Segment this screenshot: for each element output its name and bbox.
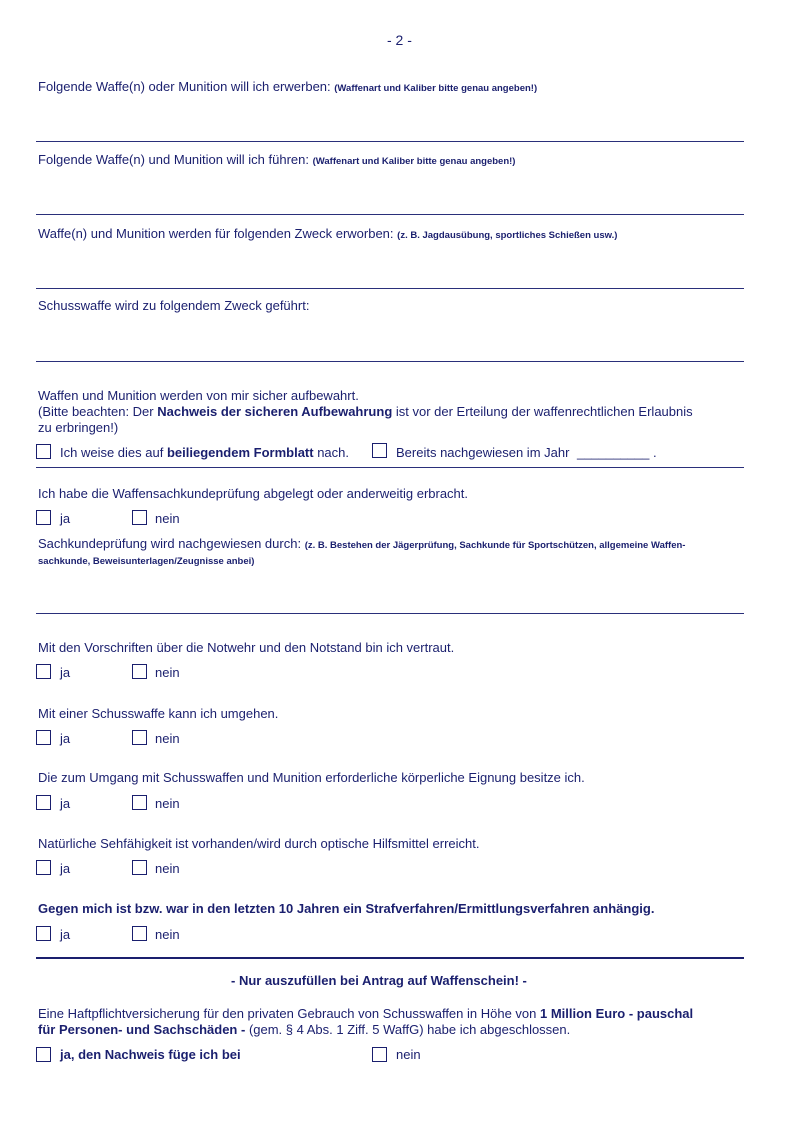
purpose-label bbox=[38, 226, 617, 244]
license-line2-b: (gem. § 4 Abs. 1 Ziff. 5 WaffG) habe ich abgeschlossen. bbox=[245, 1022, 571, 1037]
license-heading: - Nur auszufüllen bei Antrag auf Waffenschein! - bbox=[231, 973, 527, 988]
handling-no-label: nein bbox=[155, 731, 180, 746]
license-line1-a: Eine Haftpflichtversicherung für den privaten Gebrauch von Schusswaffen in Höhe von bbox=[38, 1006, 540, 1021]
handling-label: Mit einer Schusswaffe kann ich umgehen. bbox=[38, 706, 279, 721]
criminal-yes-checkbox[interactable] bbox=[36, 926, 51, 941]
expertise-no-checkbox[interactable] bbox=[132, 510, 147, 525]
carry-label-text: Folgende Waffe(n) und Munition will ich führen: bbox=[38, 152, 309, 167]
license-line2 bbox=[38, 1022, 570, 1038]
storage-opt2: Bereits nachgewiesen im Jahr bbox=[396, 445, 570, 460]
license-line1-b: 1 Million Euro - pauschal bbox=[540, 1006, 694, 1021]
storage-line2-c: ist vor der Erteilung der waffenrechtlichen Erlaubnis bbox=[392, 404, 693, 419]
storage-line3: zu erbringen!) bbox=[38, 420, 119, 435]
expertise-proof-label bbox=[38, 536, 685, 554]
fitness-yes-label: ja bbox=[60, 796, 71, 811]
acquire-label bbox=[38, 79, 537, 97]
insurance-yes-label: ja, den Nachweis füge ich bei bbox=[60, 1047, 241, 1062]
selfdefense-yes-label: ja bbox=[60, 665, 71, 680]
criminal-no-checkbox[interactable] bbox=[132, 926, 147, 941]
acquire-answer-line[interactable] bbox=[36, 141, 744, 142]
selfdefense-no-checkbox[interactable] bbox=[132, 664, 147, 679]
fitness-label: Die zum Umgang mit Schusswaffen und Munition erforderliche körperliche Eignung besitze ich. bbox=[38, 770, 585, 785]
expertise-yes-label: ja bbox=[60, 511, 71, 526]
selfdefense-label: Mit den Vorschriften über die Notwehr und den Notstand bin ich vertraut. bbox=[38, 640, 455, 655]
storage-line2-a: (Bitte beachten: Der bbox=[38, 404, 158, 419]
storage-proven-checkbox[interactable] bbox=[372, 443, 387, 458]
acquire-hint: (Waffenart und Kaliber bitte genau angeben!) bbox=[334, 83, 538, 94]
purpose-label-text: Waffe(n) und Munition werden für folgenden Zweck erworben: bbox=[38, 226, 394, 241]
vision-yes-label: ja bbox=[60, 861, 71, 876]
expertise-proof-text: Sachkundeprüfung wird nachgewiesen durch: bbox=[38, 536, 302, 551]
expertise-label: Ich habe die Waffensachkundeprüfung abgelegt oder anderweitig erbracht. bbox=[38, 486, 469, 501]
storage-line1: Waffen und Munition werden von mir sicher aufbewahrt. bbox=[38, 388, 359, 403]
license-line2-a: für Personen- und Sachschäden - bbox=[38, 1022, 246, 1037]
handling-yes-label: ja bbox=[60, 731, 71, 746]
expertise-answer-line[interactable] bbox=[36, 613, 744, 614]
license-line1 bbox=[38, 1006, 693, 1022]
insurance-no-checkbox[interactable] bbox=[372, 1047, 387, 1062]
insurance-no-label: nein bbox=[396, 1047, 421, 1062]
vision-no-checkbox[interactable] bbox=[132, 860, 147, 875]
fitness-no-checkbox[interactable] bbox=[132, 795, 147, 810]
vision-label: Natürliche Sehfähigkeit ist vorhanden/wird durch optische Hilfsmittel erreicht. bbox=[38, 836, 480, 851]
carry-answer-line[interactable] bbox=[36, 214, 744, 215]
handling-no-checkbox[interactable] bbox=[132, 730, 147, 745]
vision-yes-checkbox[interactable] bbox=[36, 860, 51, 875]
purpose-answer-line[interactable] bbox=[36, 288, 744, 289]
storage-opt1-b: beiliegendem Formblatt bbox=[166, 445, 314, 460]
expertise-no-label: nein bbox=[155, 511, 180, 526]
selfdefense-yes-checkbox[interactable] bbox=[36, 664, 51, 679]
section-divider bbox=[36, 957, 744, 959]
criminal-yes-label: ja bbox=[60, 927, 71, 942]
storage-line2-b: Nachweis der sicheren Aufbewahrung bbox=[157, 404, 393, 419]
storage-form-label bbox=[60, 445, 349, 461]
acquire-label-text: Folgende Waffe(n) oder Munition will ich erwerben: bbox=[38, 79, 331, 94]
storage-form-checkbox[interactable] bbox=[36, 444, 51, 459]
carry-purpose-label: Schusswaffe wird zu folgendem Zweck geführt: bbox=[38, 298, 310, 313]
selfdefense-no-label: nein bbox=[155, 665, 180, 680]
carry-hint: (Waffenart und Kaliber bitte genau angeben!) bbox=[312, 156, 516, 167]
criminal-no-label: nein bbox=[155, 927, 180, 942]
page-number: - 2 - bbox=[387, 32, 412, 48]
insurance-yes-checkbox[interactable] bbox=[36, 1047, 51, 1062]
carry-purpose-answer-line[interactable] bbox=[36, 361, 744, 362]
expertise-proof-hint1: (z. B. Bestehen der Jägerprüfung, Sachkunde für Sportschützen, allgemeine Waffen- bbox=[304, 540, 686, 551]
vision-no-label: nein bbox=[155, 861, 180, 876]
carry-label bbox=[38, 152, 515, 170]
expertise-yes-checkbox[interactable] bbox=[36, 510, 51, 525]
fitness-no-label: nein bbox=[155, 796, 180, 811]
storage-line2 bbox=[38, 404, 693, 420]
criminal-label: Gegen mich ist bzw. war in den letzten 10 Jahren ein Strafverfahren/Ermittlungsverfahren anhängig. bbox=[38, 901, 655, 916]
storage-proven-label bbox=[396, 445, 657, 461]
fitness-yes-checkbox[interactable] bbox=[36, 795, 51, 810]
purpose-hint: (z. B. Jagdausübung, sportliches Schießen usw.) bbox=[397, 230, 618, 241]
storage-divider bbox=[36, 467, 744, 468]
storage-year-blank[interactable]: __________ . bbox=[577, 445, 657, 460]
expertise-proof-hint2: sachkunde, Beweisunterlagen/Zeugnisse anbei) bbox=[38, 556, 255, 567]
handling-yes-checkbox[interactable] bbox=[36, 730, 51, 745]
storage-opt1-a: Ich weise dies auf bbox=[60, 445, 167, 460]
storage-opt1-c: nach. bbox=[313, 445, 350, 460]
